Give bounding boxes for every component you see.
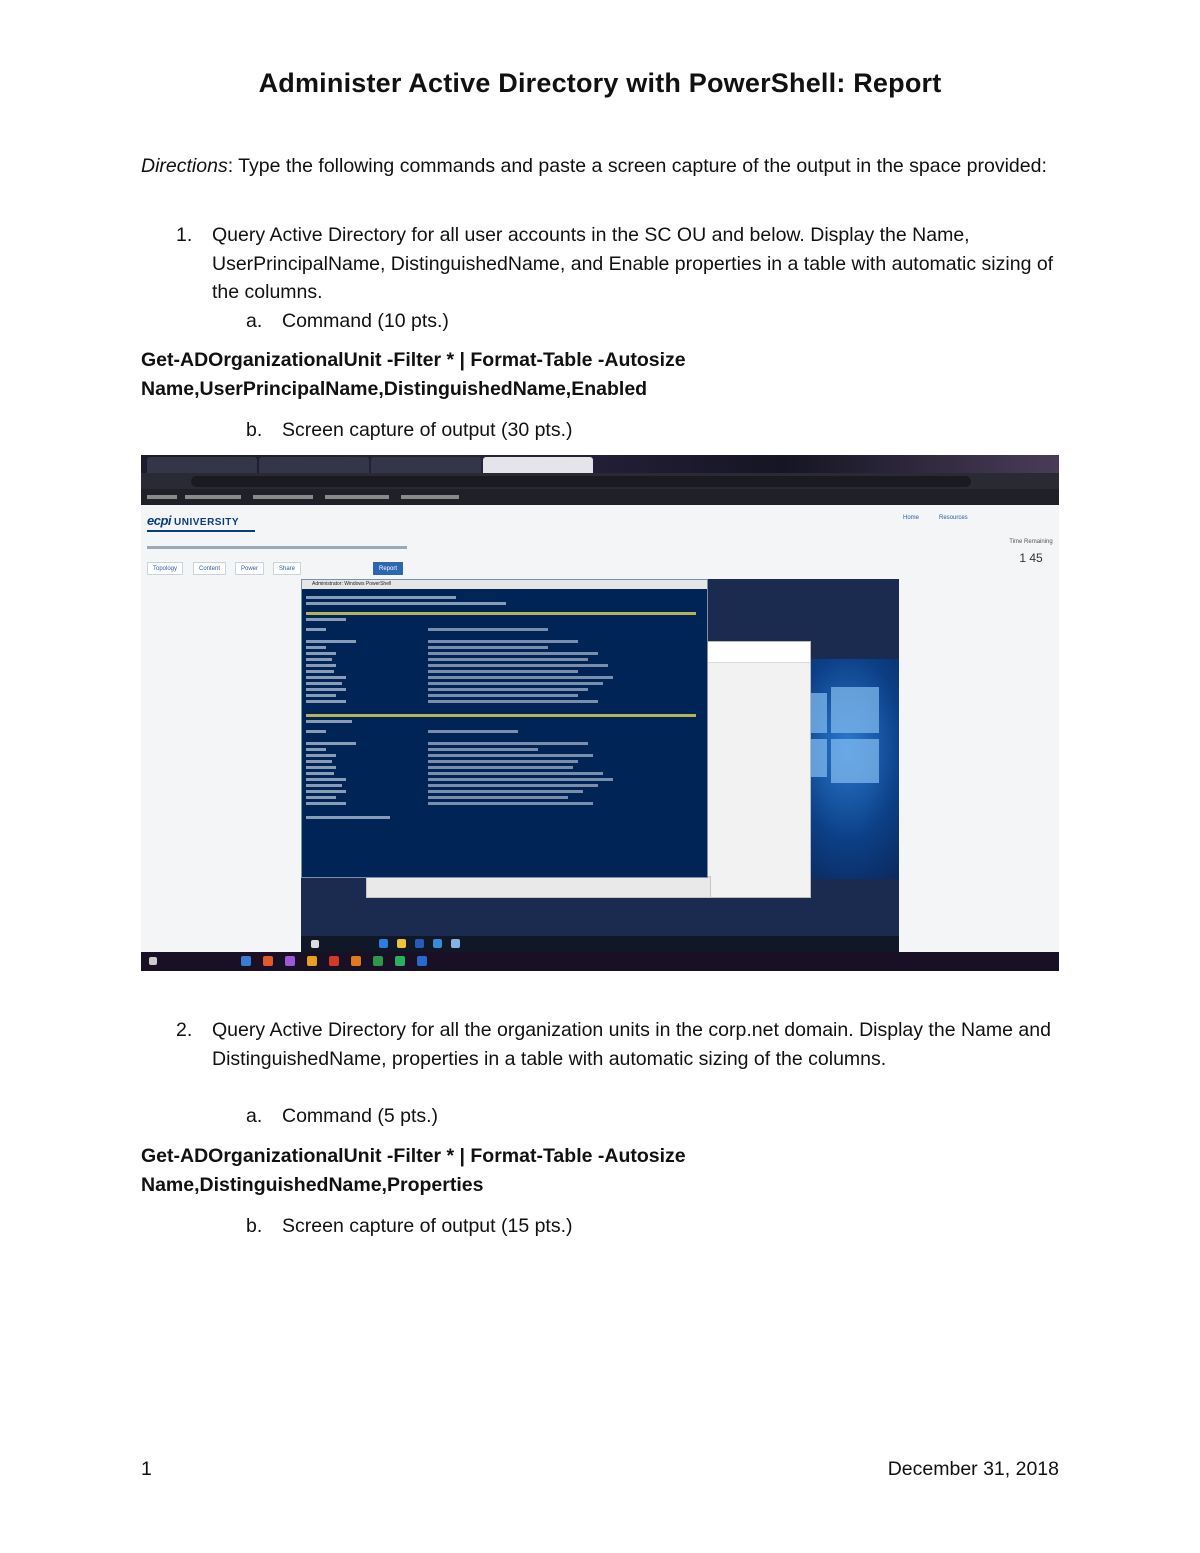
browser-tab bbox=[259, 457, 369, 473]
directions-label: Directions bbox=[141, 155, 228, 177]
directions-text: : Type the following commands and paste a screen capture of the output in the space provided: bbox=[227, 155, 1047, 177]
breadcrumb bbox=[147, 545, 407, 551]
command-line: Get-ADOrganizationalUnit -Filter * | Format-Table -Autosize bbox=[141, 1145, 686, 1167]
ecpi-logo: ecpi UNIVERSITY bbox=[147, 513, 240, 528]
command-line: Name,DistinguishedName,Properties bbox=[141, 1173, 484, 1196]
explorer-window bbox=[705, 641, 811, 898]
page-number: 1 bbox=[141, 1458, 152, 1480]
command-line: Get-ADOrganizationalUnit -Filter * | Format-Table -Autosize bbox=[141, 349, 686, 371]
screen-capture-image bbox=[141, 455, 1059, 971]
footer-date: December 31, 2018 bbox=[887, 1458, 1059, 1480]
browser-tab-active bbox=[483, 457, 593, 473]
report-button: Report bbox=[373, 562, 403, 575]
lab-page bbox=[141, 505, 1059, 952]
question-1-command-label: a. Command (10 pts.) bbox=[246, 310, 449, 332]
topology-button: Topology bbox=[147, 562, 183, 575]
page-title: Administer Active Directory with PowerShell: Report bbox=[258, 68, 942, 98]
bookmarks-bar bbox=[141, 489, 1059, 505]
virtual-machine-desktop bbox=[301, 579, 899, 952]
question-text: Query Active Directory for all the organization units in the corp.net domain. Display the Name and DistinguishedName, properties in a table with automatic sizing of the columns. bbox=[212, 1019, 1051, 1070]
url-field bbox=[191, 476, 971, 487]
power-button: Power bbox=[235, 562, 264, 575]
question-2-capture-label: b. Screen capture of output (15 pts.) bbox=[246, 1215, 573, 1237]
question-2-command bbox=[141, 1142, 686, 1199]
browser-tab bbox=[371, 457, 481, 473]
time-remaining: Time Remaining 1 45 bbox=[1009, 539, 1053, 565]
question-text: Query Active Directory for all user accounts in the SC OU and below. Display the Name, UserPrincipalName, DistinguishedName, and Enable properties in a table with automatic sizing of the columns. bbox=[212, 224, 1054, 303]
nav-home: Home bbox=[903, 515, 920, 521]
vm-taskbar bbox=[301, 936, 899, 952]
nav-resources: Resources bbox=[939, 515, 968, 521]
question-1-command bbox=[141, 346, 686, 403]
explorer-status-strip bbox=[366, 876, 711, 898]
command-line: Name,UserPrincipalName,DistinguishedName,Enabled bbox=[141, 377, 648, 400]
powershell-title: Administrator: Windows PowerShell bbox=[302, 580, 707, 589]
directions bbox=[141, 152, 1061, 181]
browser-tab-bar bbox=[141, 455, 1059, 473]
host-taskbar bbox=[141, 952, 1059, 971]
powershell-window bbox=[301, 579, 708, 878]
share-button: Share bbox=[273, 562, 301, 575]
content-button: Content bbox=[193, 562, 226, 575]
question-1-capture-label: b. Screen capture of output (30 pts.) bbox=[246, 419, 573, 441]
question-2-command-label: a. Command (5 pts.) bbox=[246, 1105, 439, 1127]
address-bar bbox=[141, 473, 1059, 489]
question-number: 2. bbox=[176, 1019, 193, 1041]
browser-tab bbox=[147, 457, 257, 473]
question-number: 1. bbox=[176, 224, 193, 246]
